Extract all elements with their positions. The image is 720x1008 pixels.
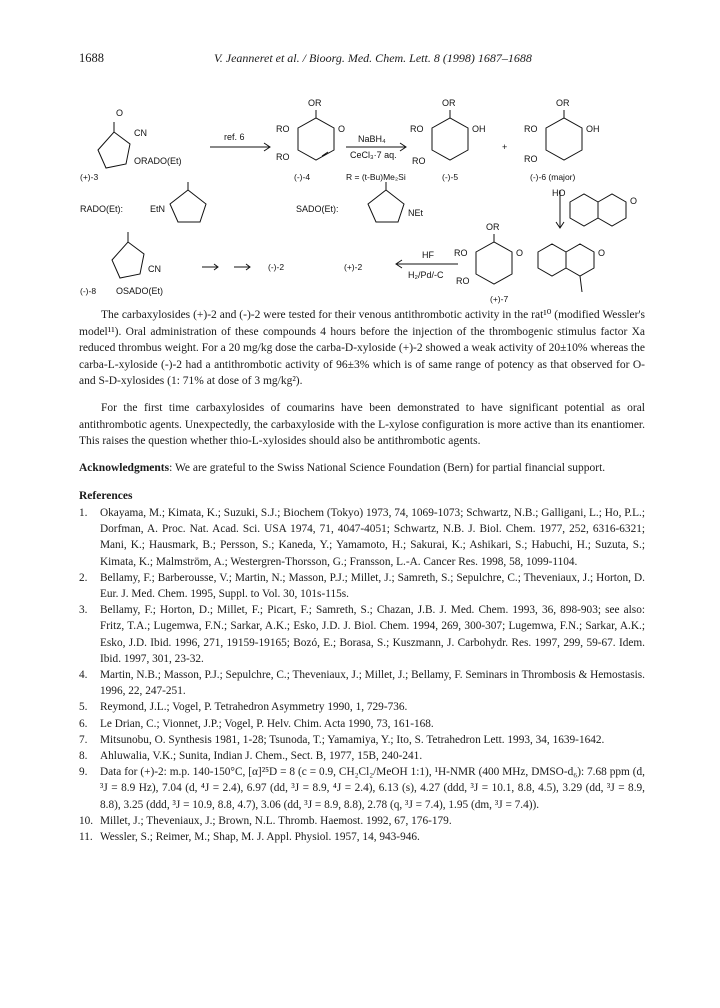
- reference-number: 8.: [79, 749, 88, 762]
- lbl-ref6: ref. 6: [224, 132, 245, 142]
- lbl-etn: EtN: [150, 204, 166, 214]
- lbl-or-5: OR: [442, 98, 456, 108]
- lbl-rado: RADO(Et):: [80, 204, 124, 214]
- reference-number: 9.: [79, 766, 88, 779]
- ack-text: : We are grateful to the Swiss National Science Foundation (Bern) for partial financial support.: [169, 461, 606, 474]
- lbl-o-7: O: [516, 248, 524, 258]
- label-compound-3: (+)-3: [80, 172, 99, 182]
- lbl-o-3: O: [116, 108, 124, 118]
- lbl-ro-5b: RO: [412, 156, 426, 166]
- lbl-nabh4: NaBH₄: [358, 134, 386, 144]
- references-title: References: [79, 490, 133, 503]
- reference-number: 4.: [79, 668, 88, 681]
- lbl-osado: OSADO(Et): [116, 286, 164, 296]
- reference-number: 10.: [79, 814, 94, 827]
- reference-text: Bellamy, F.; Horton, D.; Millet, F.; Picart, F.; Samreth, S.; Chazan, J.B. J. Med. Chem. 1993, 36, 898-903; see also: Fritz, T.A.; Lugemwa, F.N.; Sarkar, A.K.; Esko, J.D. J. Biol. Chem. 1994, 269, 300-307; Lugemwa, F.N.; Sarkar, A.K.; Esko, J.D. Ibid. 1996, 271, 19159-19165; Bozó, E.; Borasa, S.; Kuszmann, J. Carbohydr. Res. 1997, 299, 59-67. Idem. Ibid. 1997, 301, 23-32.: [100, 604, 645, 665]
- lbl-hf: HF: [422, 250, 434, 260]
- lbl-h2pd: H₂/Pd/-C: [408, 270, 444, 280]
- lbl-ro-5a: RO: [410, 124, 424, 134]
- arrow-lower-1: [202, 264, 218, 270]
- ack-title: Acknowledgments: [79, 461, 170, 474]
- references-list: [79, 505, 645, 845]
- running-head: V. Jeanneret et al. / Bioorg. Med. Chem. Lett. 8 (1998) 1687–1688: [214, 51, 532, 65]
- reference-item: [79, 813, 645, 829]
- reference-text: Wessler, S.; Reimer, M.; Shap, M. J. Appl. Physiol. 1957, 14, 943-946.: [100, 831, 420, 843]
- lbl-cn-8: CN: [148, 264, 161, 274]
- lbl-oh-6: OH: [586, 124, 600, 134]
- lbl-cecl3: CeCl₃·7 aq.: [350, 150, 397, 160]
- reference-text: Reymond, J.L.; Vogel, P. Tetrahedron Asymmetry 1990, 1, 729-736.: [100, 701, 408, 714]
- label-compound-minus2: (-)-2: [268, 262, 285, 272]
- reference-item: [79, 699, 645, 715]
- reference-number: 3.: [79, 604, 88, 617]
- lbl-o-coumarin1: O: [630, 196, 638, 206]
- reference-number: 11.: [79, 831, 93, 843]
- reference-item: [79, 748, 645, 764]
- reference-text: Ahluwalia, V.K.; Sunita, Indian J. Chem., Sect. B, 1977, 15B, 240-241.: [100, 749, 423, 762]
- page-number: 1688: [79, 51, 104, 65]
- reference-item: [79, 570, 645, 602]
- arrow-ref6: [210, 143, 270, 151]
- reference-number: 6.: [79, 717, 88, 730]
- reference-item: [79, 667, 645, 699]
- reaction-scheme: [70, 92, 670, 308]
- reference-item: [79, 764, 645, 813]
- lbl-ro-4a: RO: [276, 124, 290, 134]
- compound-6-ring: [546, 110, 582, 160]
- label-r-definition: R = (t-Bu)Me₂Si: [346, 172, 406, 182]
- lbl-ho: HO: [552, 188, 566, 198]
- paragraph-2: For the first time carbaxylosides of coumarins have been demonstrated to have significant potential as oral antithrombotic agents. Unexpectedly, the carbaxyloside with the L-xylose configuration is more active than its enantiomer. This raises the question whether thio-L-xylosides should also be antithrombotic agents.: [79, 401, 645, 448]
- label-compound-8: (-)-8: [80, 286, 97, 296]
- label-compound-5: (-)-5: [442, 172, 459, 182]
- lbl-o-coumarin2: O: [598, 248, 606, 258]
- lbl-or-6: OR: [556, 98, 570, 108]
- lbl-sado: SADO(Et):: [296, 204, 339, 214]
- lbl-ro-7a: RO: [454, 248, 468, 258]
- lbl-net: NEt: [408, 208, 424, 218]
- compound-5-ring: [432, 110, 468, 160]
- label-compound-4: (-)-4: [294, 172, 311, 182]
- lbl-orado: ORADO(Et): [134, 156, 182, 166]
- reference-number: 1.: [79, 506, 88, 519]
- coumarin-1: [570, 194, 626, 226]
- lbl-cn-3: CN: [134, 128, 147, 138]
- lbl-or-4: OR: [308, 98, 322, 108]
- acknowledgments: [79, 460, 645, 477]
- lbl-ro-4b: RO: [276, 152, 290, 162]
- reference-text: Millet, J.; Theveniaux, J.; Brown, N.L. Thromb. Haemost. 1992, 67, 176-179.: [100, 814, 452, 827]
- compound-7-ring: [476, 234, 512, 284]
- lbl-or-7: OR: [486, 222, 500, 232]
- label-compound-7: (+)-7: [490, 294, 509, 304]
- reference-text: Data for (+)-2: m.p. 140-150°C, [α]²⁵D = 8 (c = 0.9, CH₂Cl₂/MeOH 1:1), ¹H-NMR (400 MHz, DMSO-d₆): 7.68 ppm (d, ³J = 8.9 Hz), 7.04 (d, ⁴J = 2.4), 6.97 (dd, ³J = 8.9, ⁴J = 2.4), 6.13 (s), 4.27 (ddd, ³J = 10.1, 8.8, 4.5), 3.29 (dd, ³J = 8.9, 8.8), 3.25 (ddd, ³J = 10.9, 8.8, 4.7), 3.06 (dd, ³J = 8.9, 8.8), 2.78 (q, ³J = 7.4), 1.95 (dm, ³J = 7.4)).: [100, 766, 645, 811]
- label-compound-6: (-)-6 (major): [530, 172, 576, 182]
- reference-item: [79, 716, 645, 732]
- lbl-ro-6b: RO: [524, 154, 538, 164]
- reference-number: 7.: [79, 733, 88, 746]
- reference-item: [79, 829, 645, 845]
- reference-number: 2.: [79, 571, 88, 584]
- reference-item: [79, 732, 645, 748]
- rado-group: [170, 182, 206, 222]
- arrow-hf: [396, 260, 458, 268]
- compound-4-ring: [298, 110, 334, 160]
- lbl-ro-7b: RO: [456, 276, 470, 286]
- lbl-ro-6a: RO: [524, 124, 538, 134]
- paragraph-1: The carbaxylosides (+)-2 and (-)-2 were tested for their venous antithrombotic activity in the rat¹⁰ (modified Wessler's model¹¹). Oral administration of these compounds 4 hours before the injection of the thrombogenic stimulus factor Xa reduced thrombus weight. For a 20 mg/kg dose the carba-D-xyloside (+)-2 showed a weak activity of 20±10% whereas the carba-L-xyloside (-)-2 had a antithrombotic activity of 96±3% which is of same range of potency as that observed for O- and S-D-xylosides (1: 71% at dose of 3 mg/kg²).: [79, 309, 645, 388]
- reference-text: Martin, N.B.; Masson, P.J.; Sepulchre, C.; Theveniaux, J.; Millet, J.; Bellamy, F. Seminars in Thrombosis & Hemostasis. 1996, 22, 247-251.: [100, 668, 645, 698]
- compound-8-ring: [112, 232, 144, 278]
- lbl-o-4: O: [338, 124, 346, 134]
- coumarin-2: [538, 244, 594, 292]
- reference-item: [79, 602, 645, 667]
- reference-text: Okayama, M.; Kimata, K.; Suzuki, S.J.; Biochem (Tokyo) 1973, 74, 1069-1073; Schwartz, N.B.; Galligani, L.; Ho, P.L.; Dorfman, A. Proc. Nat. Acad. Sci. USA 1974, 71, 4047-4051; Schwartz, N.B. J. Biol. Chem. 1977, 252, 6316-6321; Mani, K.; Hausmark, B.; Persson, S.; Kaneda, Y.; Yamamoto, H.; Sakurai, K.; Ashikari, S.; Habuchi, H.; Suzuta, S.; Kimata, K.; Malmström, A.; Westergren-Thorsson, G.; Fransson, L.-A. Cancer Res. 1998, 58, 1099-1104.: [100, 506, 645, 568]
- reference-number: 5.: [79, 701, 88, 714]
- reference-text: Mitsunobu, O. Synthesis 1981, 1-28; Tsunoda, T.; Yamamiya, Y.; Ito, S. Tetrahedron Lett. 1993, 34, 1639-1642.: [100, 733, 605, 746]
- body-text: [79, 307, 645, 845]
- label-compound-plus2: (+)-2: [344, 262, 363, 272]
- arrow-lower-2: [234, 264, 250, 270]
- lbl-oh-5: OH: [472, 124, 486, 134]
- sado-group: [368, 182, 404, 222]
- lbl-plus: +: [502, 142, 508, 152]
- reference-text: Le Drian, C.; Vionnet, J.P.; Vogel, P. Helv. Chim. Acta 1990, 73, 161-168.: [100, 717, 434, 730]
- reference-text: Bellamy, F.; Barberousse, V.; Martin, N.; Masson, P.J.; Millet, J.; Samreth, S.; Sepulchre, C.; Theveniaux, J.; Horton, D. Eur. J. Med. Chem. 1995, Suppl. to Vol. 30, 101s-115s.: [100, 571, 645, 600]
- compound-3-ring: [98, 122, 130, 168]
- reference-item: [79, 505, 645, 570]
